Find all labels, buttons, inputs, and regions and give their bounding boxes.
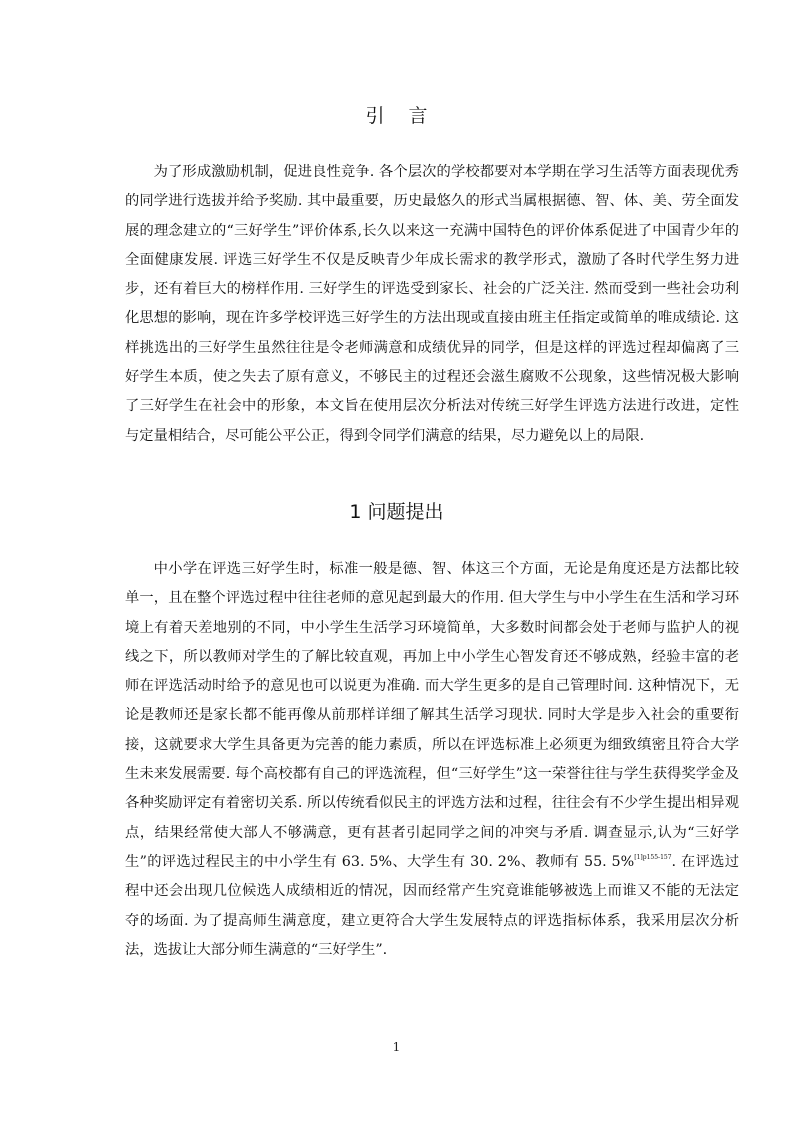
intro-paragraph: 为了形成激励机制，促进良性竞争. 各个层次的学校都要对本学期在学习生活等方面表现优秀的同学进行选拔并给予奖励. 其中最重要，历史最悠久的形式当属根据德、智、体、美、劳全面发展的理念建立的“三好学生”评价体系,长久以来这一充满中国特色的评价体系促进了中国青少年的全面健康发展. 评选三好学生不仅是反映青少年成长需求的教学形式，激励了各时代学生努力进步，还有着巨大的榜样作用. 三好学生的评选受到家长、社会的广泛关注. 然而受到一些社会功利化思想的影响，现在许多学校评选三好学生的方法出现或直接由班主任指定或简单的唯成绩论. 这样挑选出的三好学生虽然往往是令老师满意和成绩优异的同学，但是这样的评选过程却偏离了三好学生本质，使之失去了原有意义，不够民主的过程还会滋生腐败不公现象，这些情况极大影响了三好学生在社会中的形象，本文旨在使用层次分析法对传统三好学生评选方法进行改进，定性与定量相结合，尽可能公平公正，得到令同学们满意的结果，尽力避免以上的局限. [125,164,739,444]
intro-title: 引言 [365,105,452,127]
section-1-paragraph [125,555,739,965]
citation-ref: [1]p155-157 [634,853,672,861]
page-number: 1 [392,1040,401,1054]
section-1-text-after-citation: . 在评选过程中还会出现几位候选人成绩相近的情况，因而经常产生究竟谁能够被选上而谁又不能的无法定夺的场面. 为了提高师生满意度，建立更符合大学生发展特点的评选指标体系，我采用层次分析法，选拔让大部分师生满意的“三好学生”. [125,853,740,958]
section-1-text-before-citation: 中小学在评选三好学生时，标准一般是德、智、体这三个方面，无论是角度还是方法都比较单一，且在整个评选过程中往往老师的意见起到最大的作用. 但大学生与中小学生在生活和学习环境上有着天差地别的不同，中小学生生活学习环境简单，大多数时间都会处于老师与监护人的视线之下，所以教师对学生的了解比较直观，再加上中小学生心智发育还不够成熟，经验丰富的老师在评选活动时给予的意见也可以说更为准确. 而大学生更多的是自己管理时间. 这种情况下，无论是教师还是家长都不能再像从前那样详细了解其生活学习现状. 同时大学是步入社会的重要衔接，这就要求大学生具备更为完善的能力素质，所以在评选标准上必须更为细致缜密且符合大学生未来发展需要. 每个高校都有自己的评选流程，但“三好学生”这一荣誉往往与学生获得奖学金及各种奖励评定有着密切关系. 所以传统看似民主的评选方法和过程，往往会有不少学生提出相异观点，结果经常使大部人不够满意，更有甚者引起同学之间的冲突与矛盾. 调查显示,认为“三好学生”的评选过程民主的中小学生有 63. 5%、大学生有 30. 2%、教师有 55. 5% [125,561,739,870]
section-1-heading: 1 问题提出 [349,501,444,523]
